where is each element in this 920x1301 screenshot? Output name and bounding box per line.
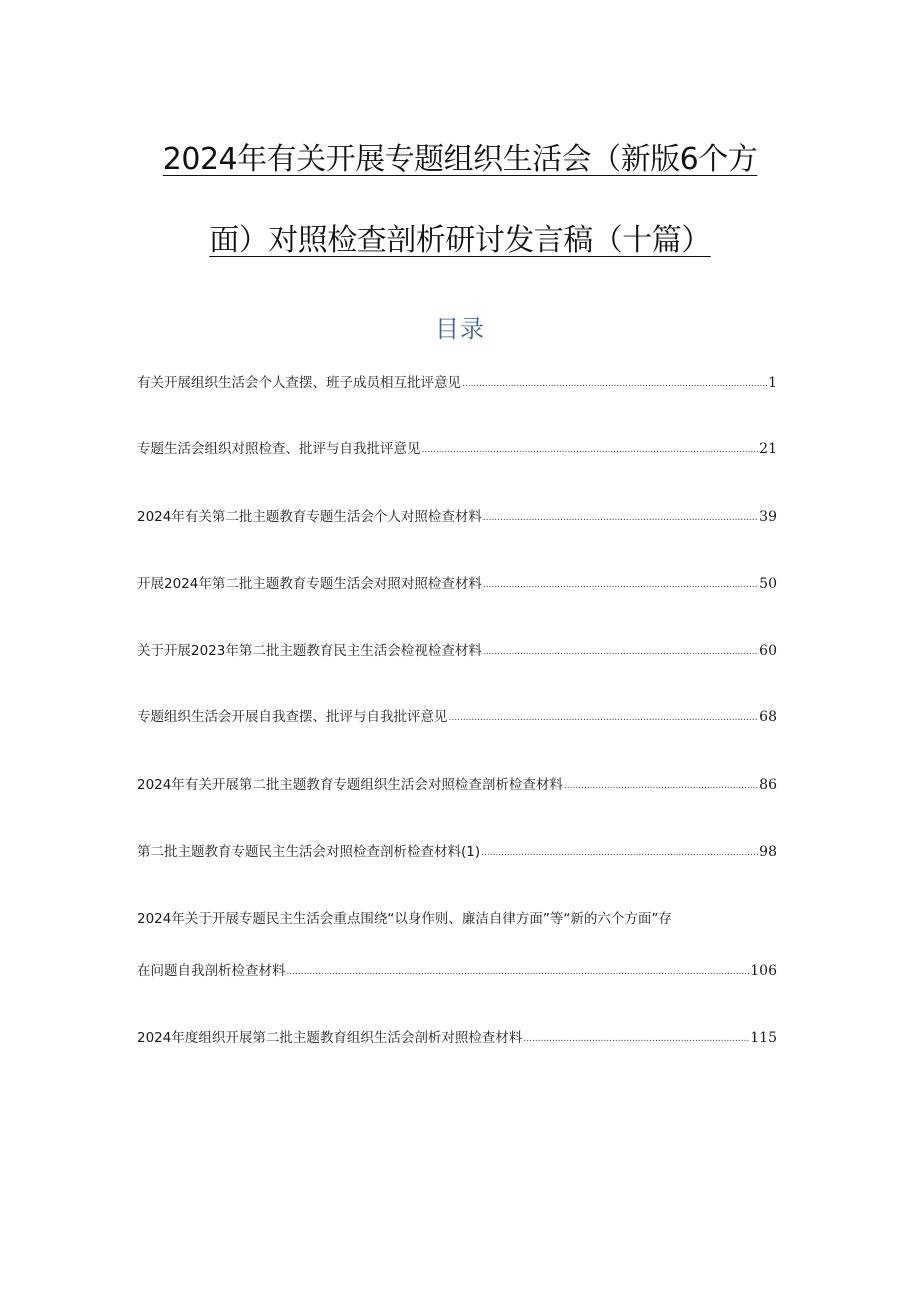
toc-leader-dots bbox=[483, 572, 758, 596]
toc-entry[interactable] bbox=[137, 438, 777, 460]
toc-entry[interactable] bbox=[137, 506, 777, 528]
toc-leader-dots bbox=[422, 437, 759, 461]
toc-entry-title: 专题组织生活会开展自我查摆、批评与自我批评意见 bbox=[137, 709, 448, 725]
toc-entry[interactable] bbox=[137, 706, 777, 728]
toc-leader-dots bbox=[449, 705, 759, 729]
document-title-text-1: 2024年有关开展专题组织生活会（新版6个方 bbox=[162, 142, 758, 177]
toc-entry[interactable] bbox=[137, 640, 777, 662]
toc-entry-title: 开展2024年第二批主题教育专题生活会对照对照检查材料 bbox=[137, 576, 482, 592]
document-title-line-2 bbox=[0, 223, 920, 259]
toc-entry-title: 第二批主题教育专题民主生活会对照检查剖析检查材料(1) bbox=[137, 844, 481, 860]
toc-entry[interactable] bbox=[137, 1027, 777, 1049]
toc-entry-title: 有关开展组织生活会个人查摆、班子成员相互批评意见 bbox=[137, 375, 461, 391]
toc-page-number: 68 bbox=[759, 709, 777, 725]
toc-leader-dots bbox=[483, 505, 758, 529]
toc-page-number: 1 bbox=[768, 375, 777, 391]
toc-entry[interactable] bbox=[137, 372, 777, 394]
toc-entry[interactable] bbox=[137, 841, 777, 863]
toc-page-number: 106 bbox=[750, 963, 777, 979]
toc-leader-dots bbox=[462, 371, 767, 395]
toc-entry-title: 2024年有关第二批主题教育专题生活会个人对照检查材料 bbox=[137, 509, 482, 525]
toc-heading: 目录 bbox=[435, 315, 485, 343]
toc-entry-title: 2024年度组织开展第二批主题教育组织生活会剖析对照检查材料 bbox=[137, 1030, 523, 1046]
toc-entry-title: 关于开展2023年第二批主题教育民主生活会检视检查材料 bbox=[137, 643, 482, 659]
toc-entry-title: 在问题自我剖析检查材料 bbox=[137, 963, 286, 979]
toc-page-number: 21 bbox=[759, 441, 777, 457]
toc-entry-title: 专题生活会组织对照检查、批评与自我批评意见 bbox=[137, 441, 421, 457]
toc-page-number: 60 bbox=[759, 643, 777, 659]
document-title-line-1 bbox=[0, 142, 920, 178]
toc-leader-dots bbox=[564, 773, 758, 797]
toc-page-number: 86 bbox=[759, 777, 777, 793]
toc-leader-dots bbox=[523, 1026, 749, 1050]
toc-page-number: 50 bbox=[759, 576, 777, 592]
document-title-text-2: 面）对照检查剖析研讨发言稿（十篇） bbox=[209, 223, 711, 258]
toc-entry[interactable] bbox=[137, 573, 777, 595]
toc-entry[interactable] bbox=[137, 774, 777, 796]
toc-page-number: 98 bbox=[759, 844, 777, 860]
toc-leader-dots bbox=[481, 840, 758, 864]
toc-leader-dots bbox=[483, 639, 758, 663]
toc-entry-title-wrapped[interactable]: 2024年关于开展专题民主生活会重点围绕“以身作则、廉洁自律方面”等“新的六个方面”存 bbox=[137, 911, 672, 927]
toc-leader-dots bbox=[287, 959, 750, 983]
toc-entry-title: 2024年有关开展第二批主题教育专题组织生活会对照检查剖析检查材料 bbox=[137, 777, 563, 793]
toc-page-number: 115 bbox=[750, 1030, 777, 1046]
toc-page-number: 39 bbox=[759, 509, 777, 525]
toc-entry[interactable] bbox=[137, 960, 777, 982]
